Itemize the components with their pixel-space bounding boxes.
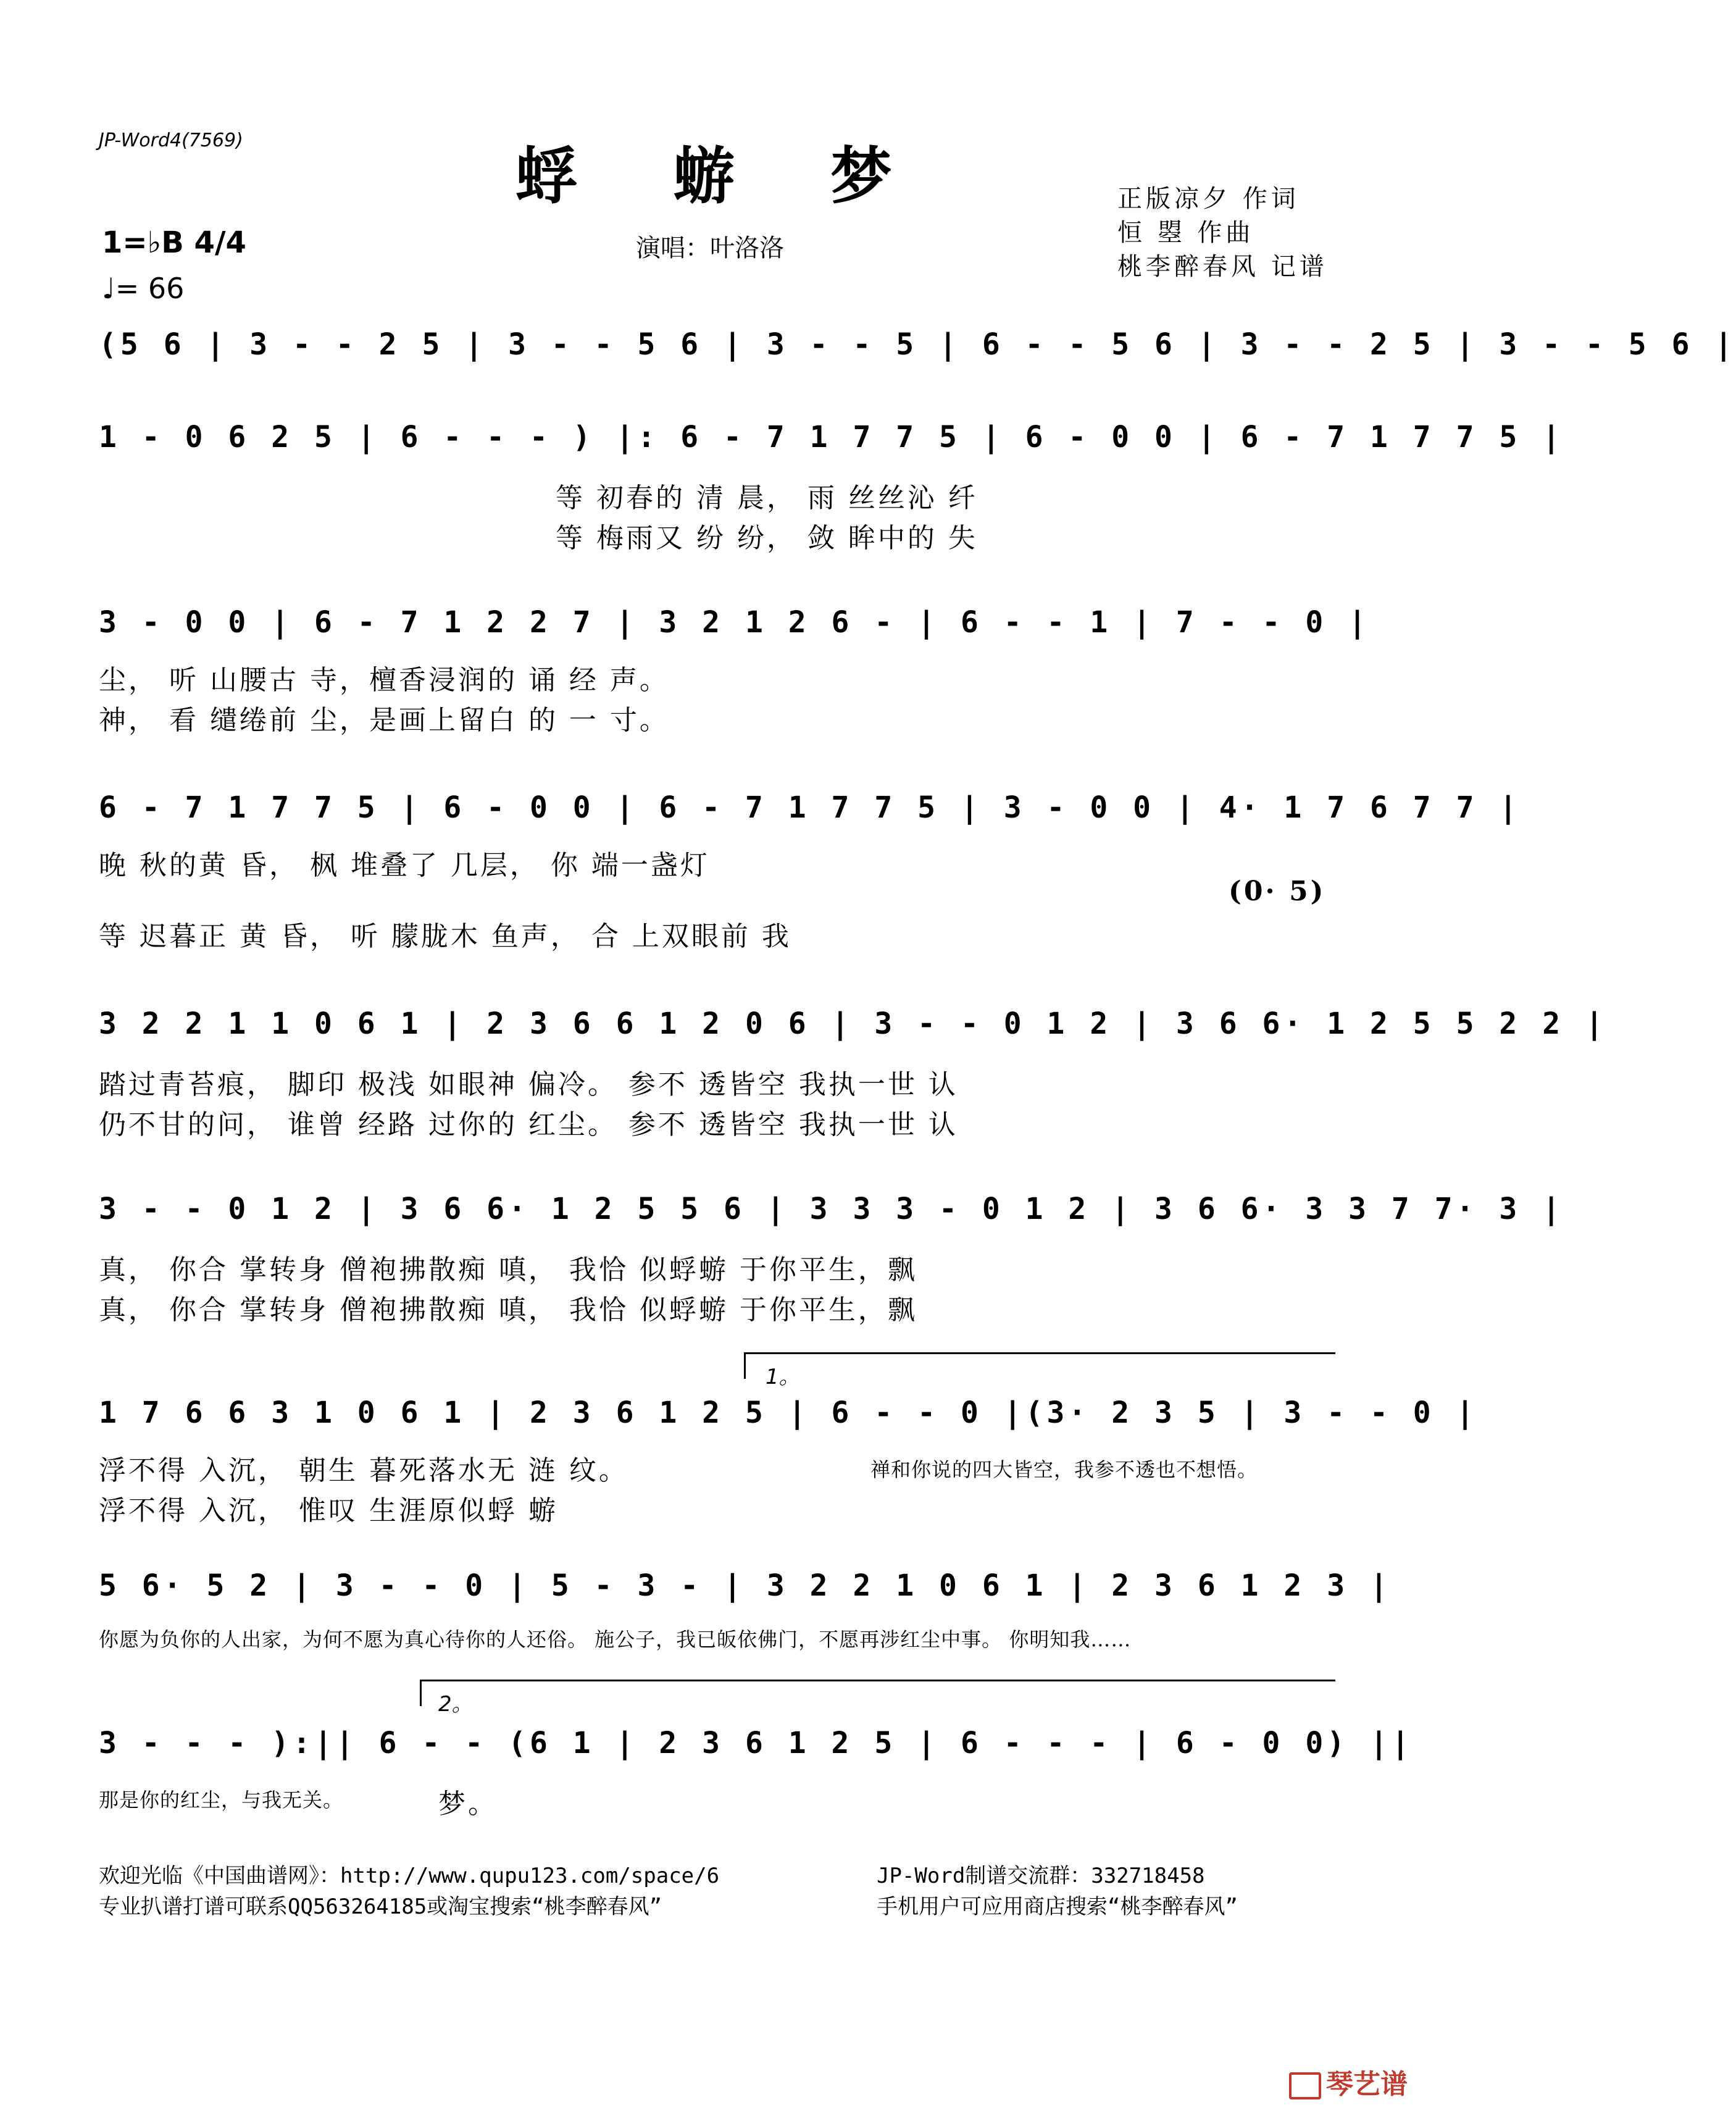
- lyric-verse-1: 等 初春的 清 晨， 雨 丝丝沁 纤: [556, 482, 978, 514]
- second-ending-label: 2。: [438, 1692, 473, 1717]
- lyric-verse-1: 梦。: [438, 1788, 498, 1820]
- lyric-verse-2: 仍不甘的问， 谁曾 经路 过你的 红尘。 参不 透皆空 我执一世 认: [99, 1109, 958, 1140]
- staff-line-8: [99, 1562, 1392, 1661]
- staff-line-7: [99, 1352, 1478, 1538]
- transcriber-credit: 桃李醉春风 记谱: [1117, 253, 1328, 281]
- lyric-verse-1: 晚 秋的黄 昏， 枫 堆叠了 几层， 你 端一盏灯: [99, 850, 710, 881]
- singer-line: 演唱：叶洛洛: [636, 234, 784, 262]
- staff-line-9: [99, 1680, 1413, 1822]
- notation-line: 3 2 2 1 1 0 6 1 | 2 3 6 6 1 2 0 6 | 3 - - 0 1 2 | 3 6 6· 1 2 5 5 2 2 |: [99, 1007, 1607, 1041]
- notation-line: 3 - - 0 1 2 | 3 6 6· 1 2 5 5 6 | 3 3 3 - 0 1 2 | 3 6 6· 3 3 7 7· 3 |: [99, 1192, 1564, 1226]
- lyric-verse-1: 浮不得 入沉， 朝生 暮死落水无 涟 纹。: [99, 1455, 628, 1486]
- first-ending-label: 1。: [766, 1365, 800, 1389]
- staff-line-2: [99, 414, 1564, 556]
- spoken-line: 禅和你说的四大皆空，我参不透也不想悟。: [870, 1458, 1258, 1481]
- logo-icon: [1289, 2072, 1321, 2099]
- footer-app-hint: 手机用户可应用商店搜索“桃李醉春风”: [877, 1894, 1238, 1919]
- lyricist-credit: 正版凉夕 作词: [1117, 185, 1300, 213]
- lyric-verse-2: 神， 看 缱绻前 尘，是画上留白 的 一 寸。: [99, 705, 669, 736]
- notation-line: 1 7 6 6 3 1 0 6 1 | 2 3 6 1 2 5 | 6 - - 0 |(3· 2 3 5 | 3 - - 0 |: [99, 1396, 1478, 1430]
- site-logo: [1289, 2062, 1408, 2101]
- software-tag: JP-Word4(7569): [99, 130, 243, 151]
- notation-line: 1 - 0 6 2 5 | 6 - - - ) |: 6 - 7 1 7 7 5 | 6 - 0 0 | 6 - 7 1 7 7 5 |: [99, 420, 1564, 454]
- footer-website: 欢迎光临《中国曲谱网》：http://www.qupu123.com/space/6: [99, 1864, 720, 1888]
- lyric-verse-2: 等 迟暮正 黄 昏， 听 朦胧木 鱼声， 合 上双眼前 我: [99, 921, 791, 952]
- composer-credit: 恒 曌 作曲: [1117, 219, 1254, 247]
- staff-line-4: [99, 784, 1521, 952]
- first-ending-bracket: [744, 1352, 1335, 1379]
- notation-line: (5 6 | 3 - - 2 5 | 3 - - 5 6 | 3 - - 5 | 6 - - 5 6 | 3 - - 2 5 | 3 - - 5 6 |: [99, 327, 1736, 362]
- staff-line-6: [99, 1186, 1564, 1328]
- lyric-verse-2: 真， 你合 掌转身 僧袍拂散痴 嗔， 我恰 似蜉蝣 于你平生，飘: [99, 1294, 917, 1326]
- footer-contact: 专业扒谱打谱可联系QQ563264185或淘宝搜索“桃李醉春风”: [99, 1894, 662, 1919]
- pickup-notes: (0· 5): [1229, 876, 1326, 907]
- lyric-verse-1: 尘， 听 山腰古 寺，檀香浸润的 诵 经 声。: [99, 664, 669, 696]
- spoken-line: 那是你的红尘，与我无关。: [99, 1788, 344, 1812]
- tempo-marking: ♩= 66: [102, 272, 185, 305]
- staff-line-3: [99, 599, 1371, 736]
- key-signature: 1=♭B 4/4: [102, 225, 246, 260]
- lyric-verse-1: 真， 你合 掌转身 僧袍拂散痴 嗔， 我恰 似蜉蝣 于你平生，飘: [99, 1254, 917, 1286]
- staff-line-5: [99, 1000, 1607, 1142]
- lyric-verse-2: 浮不得 入沉， 惟叹 生涯原似蜉 蝣: [99, 1495, 558, 1526]
- notation-line: 3 - 0 0 | 6 - 7 1 2 2 7 | 3 2 1 2 6 - | 6 - - 1 | 7 - - 0 |: [99, 605, 1371, 640]
- lyric-verse-1: 踏过青苔痕， 脚印 极浅 如眼神 偏冷。 参不 透皆空 我执一世 认: [99, 1069, 958, 1100]
- second-ending-bracket: [420, 1680, 1335, 1706]
- notation-line: 5 6· 5 2 | 3 - - 0 | 5 - 3 - | 3 2 2 1 0 6 1 | 2 3 6 1 2 3 |: [99, 1568, 1392, 1603]
- song-title: 蜉 蝣 梦: [515, 140, 929, 212]
- notation-line: 6 - 7 1 7 7 5 | 6 - 0 0 | 6 - 7 1 7 7 5 | 3 - 0 0 | 4· 1 7 6 7 7 |: [99, 790, 1521, 825]
- lyric-verse-2: 等 梅雨又 纷 纷， 敛 眸中的 失: [556, 522, 978, 554]
- logo-text: 琴艺谱: [1326, 2069, 1408, 2100]
- notation-line: 3 - - - ):|| 6 - - (6 1 | 2 3 6 1 2 5 | 6 - - - | 6 - 0 0) ||: [99, 1726, 1413, 1760]
- spoken-line: 你愿为负你的人出家，为何不愿为真心待你的人还俗。 施公子，我已皈依佛门，不愿再涉红尘中事。 你明知我……: [99, 1628, 1132, 1651]
- footer-group: JP-Word制谱交流群：332718458: [877, 1864, 1205, 1888]
- staff-line-1: [99, 321, 1736, 370]
